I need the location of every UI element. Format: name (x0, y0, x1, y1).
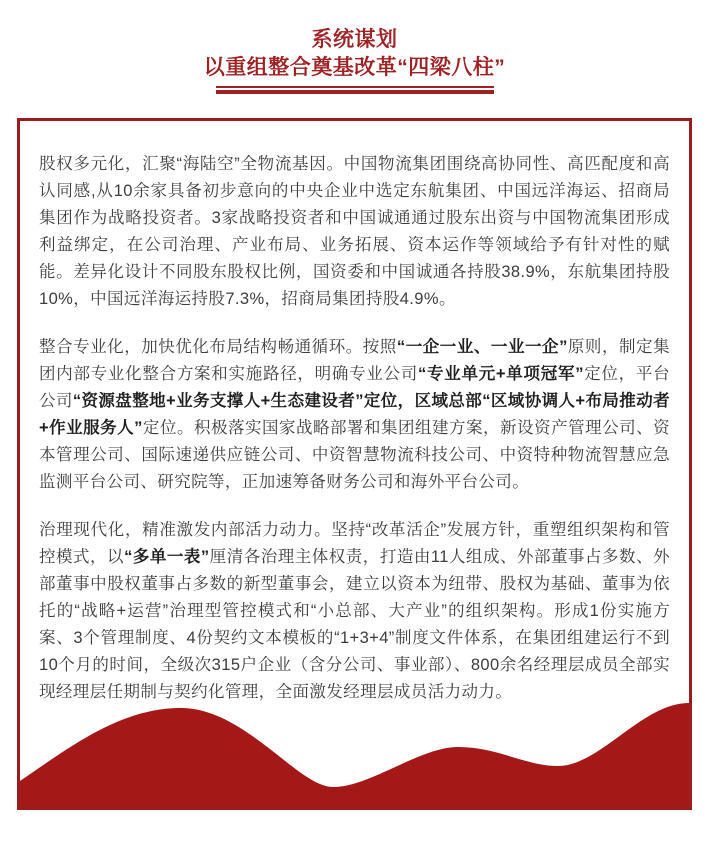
paragraph-text: 股权多元化，汇聚“海陆空”全物流基因。中国物流集团围绕高协同性、高匹配度和高认同感,从10余家具备初步意向的中央企业中选定东航集团、中国远洋海运、招商局集团作为战略投资者。3家战略投资者和中国诚通通过股东出资与中国物流集团形成利益绑定，在公司治理、产业布局、业务拓展、资本运作等领域给予有针对性的赋能。差异化设计不同股东股权比例，国资委和中国诚通各持股38.9%，东航集团持股10%，中国远洋海运持股7.3%，招商局集团持股4.9%。 (39, 155, 670, 308)
title-underline-thick-bar (216, 90, 494, 94)
title-line-1: 系统谋划 (311, 28, 398, 51)
paragraph-text: 定位，平台公司 (39, 365, 670, 410)
paragraph (39, 151, 670, 313)
paragraph-bold-text: “资源盘整地+业务支撑人+生态建设者”定位，区域总部“区域协调人+布局推动者+作业服务人” (39, 392, 670, 437)
wave-decoration (20, 695, 689, 807)
paragraph-bold-text: “一企一业、一业一企” (396, 338, 568, 356)
paragraph-bold-text: “专业单元+单项冠军” (418, 365, 584, 383)
paragraph-text: 整合专业化，加快优化布局结构畅通循环。按照 (39, 338, 397, 356)
paragraph-text: 治理现代化，精准激发内部活力动力。坚持“改革活企”发展方针，重塑组织架构和管控模式，以 (39, 521, 670, 566)
paragraph-text: 定位。积极落实国家战略部署和集团组建方案，新设资产管理公司、资本管理公司、国际速递供应链公司、中资智慧物流科技公司、中资特种物流智慧应急监测平台公司、研究院等，正加速筹备财务公司和海外平台公司。 (39, 419, 671, 491)
title-underline (216, 86, 494, 94)
wave-shape (20, 703, 689, 807)
paragraph (39, 517, 670, 706)
paragraph (39, 334, 670, 496)
article-body (20, 121, 689, 706)
paragraph-text: 厘清各治理主体权责，打造由11人组成、外部董事占多数、外部董事中股权董事占多数的新型董事会，建立以资本为纽带、股权为基础、董事为依托的“战略+运营”治理型管控模式和“小总部、大产业”的组织架构。形成1份实施方案、3个管理制度、4份契约文本模板的“1+3+4”制度文件体系，在集团组建运行不到10个月的时间，全级次315户企业（含分公司、事业部）、800余名经理层成员全部实现经理层任期制与契约化管理，全面激发经理层成员活力动力。 (39, 548, 670, 701)
paragraph-text: 原则，制定集团内部专业化整合方案和实施路径，明确专业公司 (39, 338, 670, 383)
content-card (17, 118, 692, 810)
paragraph-bold-text: “多单一表” (124, 548, 210, 566)
article-header (0, 0, 709, 94)
title-line-2: 以重组整合奠基改革“四梁八柱” (203, 56, 506, 79)
